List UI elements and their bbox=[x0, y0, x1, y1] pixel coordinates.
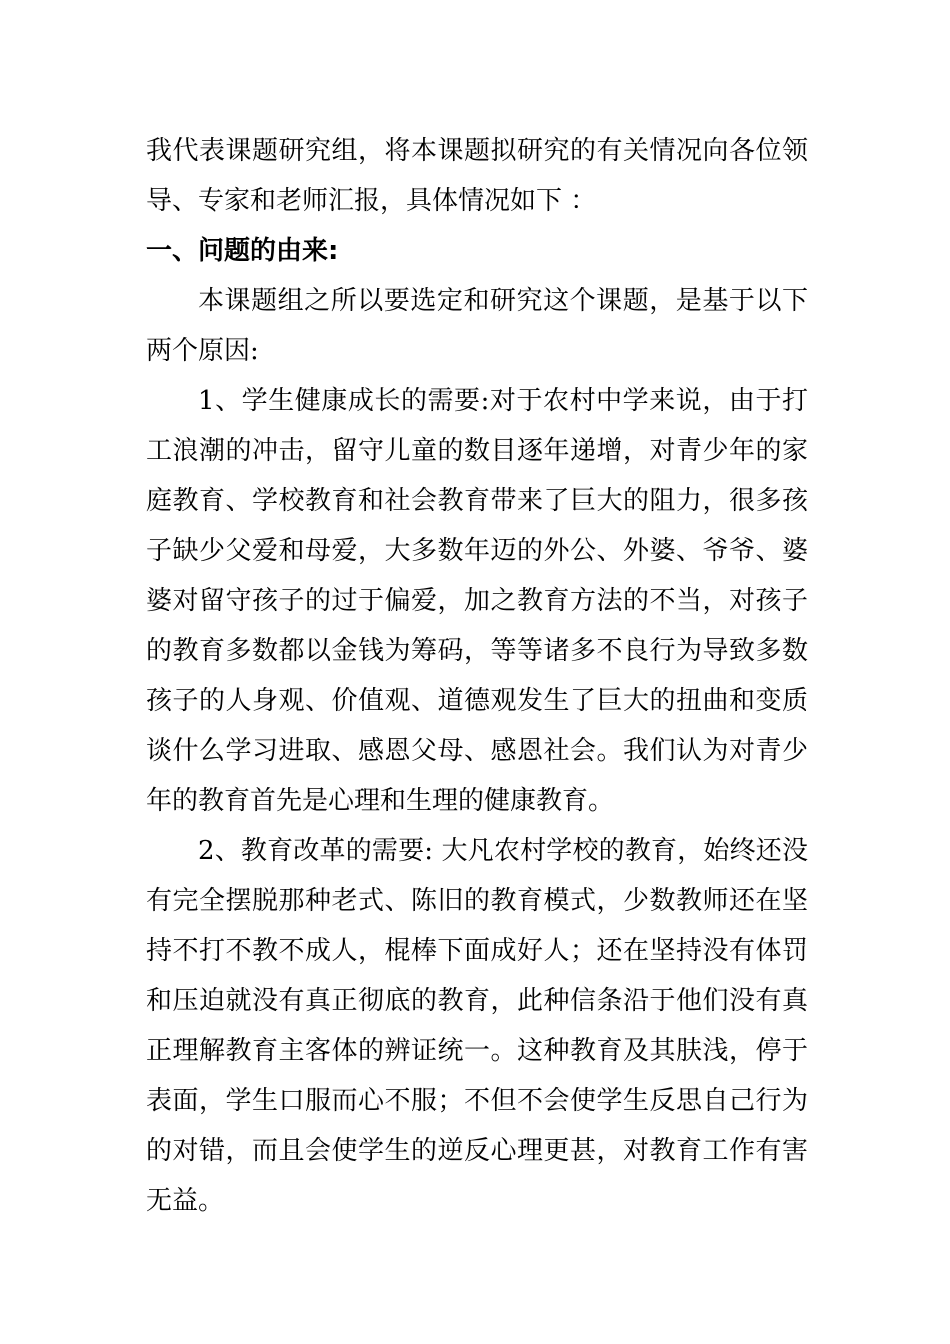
section-heading: 一、问题的由来: bbox=[146, 236, 339, 266]
document-body bbox=[146, 126, 808, 1226]
body-paragraph: 本课题组之所以要选定和研究这个课题，是基于以下两个原因: bbox=[146, 286, 808, 366]
body-paragraph: 1、学生健康成长的需要:对于农村中学来说，由于打工浪潮的冲击，留守儿童的数目逐年递增，对青少年的家庭教育、学校教育和社会教育带来了巨大的阻力，很多孩子缺少父爱和母爱，大多数年迈的外公、外婆、爷爷、婆婆对留守孩子的过于偏爱，加之教育方法的不当，对孩子的教育多数都以金钱为筹码，等等诸多不良行为导致多数孩子的人身观、价值观、道德观发生了巨大的扭曲和变质谈什么学习进取、感恩父母、感恩社会。我们认为对青少年的教育首先是心理和生理的健康教育。 bbox=[146, 386, 808, 816]
intro-paragraph: 我代表课题研究组，将本课题拟研究的有关情况向各位领导、专家和老师汇报，具体情况如下 ： bbox=[146, 136, 808, 216]
body-paragraph: 2、教育改革的需要: 大凡农村学校的教育，始终还没有完全摆脱那种老式、陈旧的教育模式，少数教师还在坚持不打不教不成人，棍棒下面成好人；还在坚持没有体罚和压迫就没有真正彻底的教育，此种信条沿于他们没有真正理解教育主客体的辨证统一。这种教育及其肤浅，停于表面，学生口服而心不服；不但不会使学生反思自己行为的对错，而且会使学生的逆反心理更甚，对教育工作有害无益。 bbox=[146, 836, 808, 1216]
